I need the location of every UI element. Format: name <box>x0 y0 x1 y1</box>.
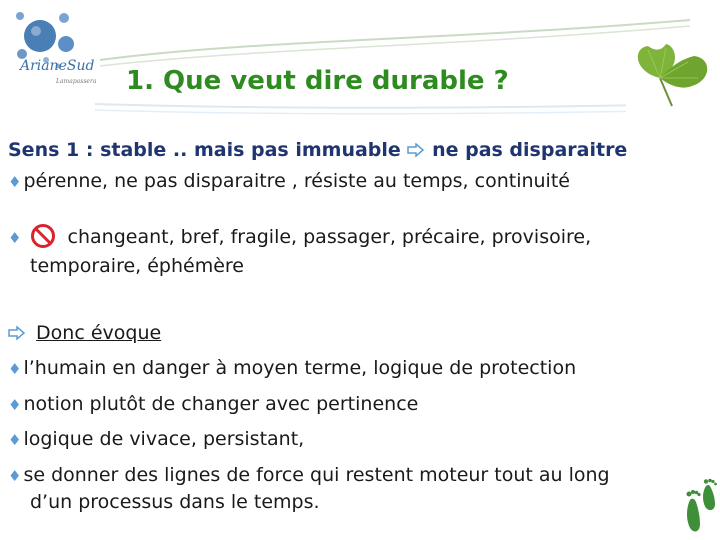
slide-header <box>0 0 720 122</box>
list-item <box>8 461 610 491</box>
bullet-text: logique de vivace, persistant, <box>23 428 305 450</box>
bullet-text: se donner des lignes de force qui restent moteur tout au long <box>23 464 610 486</box>
footprints-icon <box>682 478 718 536</box>
bullet-icon: ♦ <box>8 431 22 449</box>
donc-label: Donc évoque <box>36 322 162 344</box>
list-item <box>8 354 576 384</box>
bullet-icon: ♦ <box>8 360 22 378</box>
bullet-text: pérenne, ne pas disparaitre , résiste au temps, continuité <box>23 170 570 192</box>
list-item <box>8 425 304 455</box>
arrow-right-icon <box>407 143 425 157</box>
slide-title: 1. Que veut dire durable ? <box>126 66 509 96</box>
bullet-icon: ♦ <box>8 229 22 247</box>
bullet-icon: ♦ <box>8 173 22 191</box>
arrow-right-icon <box>8 326 26 340</box>
logo-text: ArianeSud <box>20 58 95 74</box>
donc-line <box>8 319 161 348</box>
no-sign-icon <box>30 223 56 249</box>
bullet-text: l’humain en danger à moyen terme, logique de protection <box>23 357 577 379</box>
list-item <box>8 223 591 253</box>
bullet-icon: ♦ <box>8 467 22 485</box>
heading-part1: Sens 1 : stable .. mais pas immuable <box>8 139 401 161</box>
header-swoosh <box>0 0 720 122</box>
list-item <box>8 390 418 420</box>
list-item-continuation: temporaire, éphémère <box>30 255 244 277</box>
bullet-text: changeant, bref, fragile, passager, précaire, provisoire, <box>67 226 592 248</box>
heading-part2: ne pas disparaitre <box>432 139 628 161</box>
definition-heading <box>8 136 627 165</box>
ginkgo-leaf-icon <box>626 36 718 116</box>
list-item-continuation: d’un processus dans le temps. <box>30 491 320 513</box>
bullet-text: notion plutôt de changer avec pertinence <box>23 393 419 415</box>
bullet-icon: ♦ <box>8 396 22 414</box>
arianesud-logo <box>8 4 108 102</box>
list-item <box>8 167 570 197</box>
logo-subtext: Lamapassera <box>56 78 97 85</box>
